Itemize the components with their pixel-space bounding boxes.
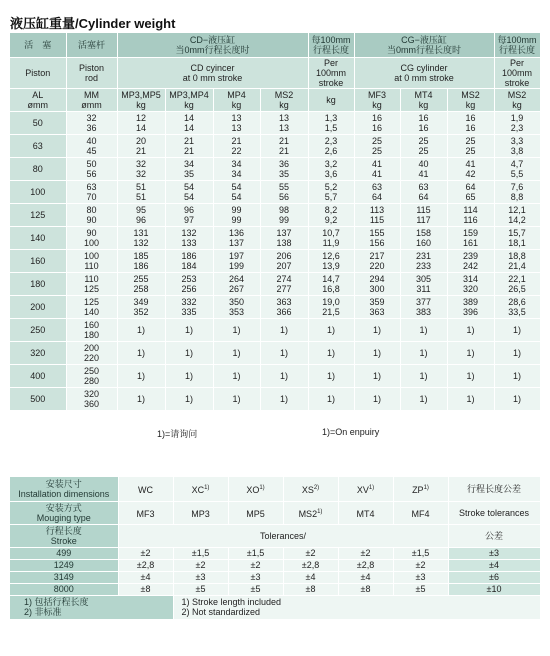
mount-type-mf3: MF3 — [118, 501, 173, 524]
weight-cell: 1) — [260, 341, 308, 364]
stroke-label: 行程长度 Stroke — [10, 524, 118, 547]
tolerance-cn-label: 公差 — [448, 524, 540, 547]
col-head-cd-mp4: MP4 kg — [213, 88, 260, 111]
weight-cell: 389 396 — [447, 295, 494, 318]
weight-cell: 34 35 — [165, 157, 213, 180]
column-heads-row — [10, 88, 540, 111]
weight-cell: 1) — [213, 387, 260, 410]
weight-cell: 22,1 26,5 — [494, 272, 540, 295]
weight-cell: 1) — [400, 341, 447, 364]
weight-cell: 25 25 — [354, 134, 400, 157]
weight-cell: 36 35 — [260, 157, 308, 180]
weight-row — [10, 134, 540, 157]
piston-diameter-cell: 50 — [10, 111, 66, 134]
install-code-xo: XO$^{1)}$ — [228, 477, 283, 501]
tolerance-cell: ±5 — [228, 583, 283, 595]
weight-cell: 15,7 18,1 — [494, 226, 540, 249]
tolerance-cell: ±3 — [173, 571, 228, 583]
weight-cell: 1) — [400, 387, 447, 410]
weight-cell: 305 311 — [400, 272, 447, 295]
weight-cell: 8,2 9,2 — [308, 203, 354, 226]
rod-diameter-cell: 125 140 — [66, 295, 117, 318]
tolerance-cell: ±2 — [173, 559, 228, 571]
weight-cell: 4,7 5,5 — [494, 157, 540, 180]
piston-diameter-cell: 200 — [10, 295, 66, 318]
tolerance-cell: ±1,5 — [228, 547, 283, 559]
weight-cell: 350 353 — [213, 295, 260, 318]
weight-cell: 377 383 — [400, 295, 447, 318]
weight-row — [10, 318, 540, 341]
weight-cell: 349 352 — [117, 295, 165, 318]
stroke-tolerance-cn: 行程长度公差 — [448, 477, 540, 501]
tolerance-cell: ±8 — [283, 583, 338, 595]
tolerance-cell: ±5 — [393, 583, 448, 595]
notes-en: 1) Stroke length included 2) Not standardized — [173, 595, 540, 619]
col-head-mm: MM ømm — [66, 88, 117, 111]
piston-diameter-cell: 500 — [10, 387, 66, 410]
rod-diameter-cell: 100 110 — [66, 249, 117, 272]
tolerance-row — [10, 571, 540, 583]
col-head-cd-per100: kg — [308, 88, 354, 111]
mount-type-mp3: MP3 — [173, 501, 228, 524]
weight-cell: 1) — [260, 318, 308, 341]
install-label: 安装尺寸 Installation dimensions — [10, 477, 118, 501]
weight-cell: 1) — [213, 364, 260, 387]
install-code-zp: ZP$^{1)}$ — [393, 477, 448, 501]
weight-cell: 34 34 — [213, 157, 260, 180]
piston-diameter-cell: 250 — [10, 318, 66, 341]
weight-row — [10, 341, 540, 364]
weight-cell: 186 184 — [165, 249, 213, 272]
piston-diameter-cell: 320 — [10, 341, 66, 364]
weight-cell: 1) — [117, 364, 165, 387]
weight-cell: 3,3 3,8 — [494, 134, 540, 157]
piston-diameter-cell: 80 — [10, 157, 66, 180]
footnote-en: 1)=On enpuiry — [322, 427, 380, 437]
col-head-cg-ms2: MS2 kg — [447, 88, 494, 111]
weight-cell: 1,3 1,5 — [308, 111, 354, 134]
weight-cell: 332 335 — [165, 295, 213, 318]
header-cd-cn: CD−液压缸 当0mm行程长度时 — [117, 33, 308, 57]
tolerance-cell: ±10 — [448, 583, 540, 595]
weight-cell: 363 366 — [260, 295, 308, 318]
weight-cell: 1) — [308, 364, 354, 387]
mount-row — [10, 501, 540, 524]
rod-diameter-cell: 63 70 — [66, 180, 117, 203]
weight-cell: 1) — [117, 387, 165, 410]
weight-cell: 1) — [447, 318, 494, 341]
weight-cell: 25 25 — [447, 134, 494, 157]
weight-cell: 294 300 — [354, 272, 400, 295]
tolerance-cell: ±2,8 — [338, 559, 393, 571]
tolerance-cell: ±3 — [228, 571, 283, 583]
tolerance-cell: ±4 — [283, 571, 338, 583]
weight-cell: 359 363 — [354, 295, 400, 318]
col-head-cg-per100: MS2 kg — [494, 88, 540, 111]
weight-cell: 63 64 — [400, 180, 447, 203]
piston-diameter-cell: 100 — [10, 180, 66, 203]
install-code-wc: WC — [118, 477, 173, 501]
weight-cell: 16 16 — [354, 111, 400, 134]
stroke-tolerance-en: Stroke tolerances — [448, 501, 540, 524]
weight-cell: 1,9 2,3 — [494, 111, 540, 134]
tolerance-cell: ±2 — [393, 559, 448, 571]
weight-cell: 12,6 13,9 — [308, 249, 354, 272]
weight-cell: 155 156 — [354, 226, 400, 249]
weight-cell: 21 21 — [165, 134, 213, 157]
weight-cell: 206 207 — [260, 249, 308, 272]
piston-diameter-cell: 180 — [10, 272, 66, 295]
tolerance-cell: ±6 — [448, 571, 540, 583]
weight-cell: 41 41 — [354, 157, 400, 180]
header-row-cn — [10, 33, 540, 57]
weight-cell: 28,6 33,5 — [494, 295, 540, 318]
tolerance-cell: ±2,8 — [118, 559, 173, 571]
weight-cell: 99 99 — [213, 203, 260, 226]
header-cg-en: CG cylinder at 0 mm stroke — [354, 57, 494, 88]
tolerance-cell: ±5 — [173, 583, 228, 595]
weight-cell: 1) — [400, 318, 447, 341]
tolerance-cell: ±1,5 — [393, 547, 448, 559]
weight-cell: 2,3 2,6 — [308, 134, 354, 157]
weight-cell: 51 51 — [117, 180, 165, 203]
stroke-value-cell: 8000 — [10, 583, 118, 595]
weight-cell: 3,2 3,6 — [308, 157, 354, 180]
tolerance-row — [10, 559, 540, 571]
install-code-xs: XS$^{2)}$ — [283, 477, 338, 501]
weight-cell: 1) — [165, 318, 213, 341]
rod-diameter-cell: 110 125 — [66, 272, 117, 295]
tolerance-cell: ±8 — [338, 583, 393, 595]
col-head-cd-mp3-mp4: MP3,MP4 kg — [165, 88, 213, 111]
mount-type-mf4: MF4 — [393, 501, 448, 524]
col-head-al: AL ømm — [10, 88, 66, 111]
stroke-value-cell: 3149 — [10, 571, 118, 583]
weight-cell: 136 137 — [213, 226, 260, 249]
tolerance-cell: ±1,5 — [173, 547, 228, 559]
install-code-xv: XV$^{1)}$ — [338, 477, 393, 501]
weight-cell: 253 256 — [165, 272, 213, 295]
rod-diameter-cell: 80 90 — [66, 203, 117, 226]
piston-diameter-cell: 400 — [10, 364, 66, 387]
rod-diameter-cell: 40 45 — [66, 134, 117, 157]
tolerance-cell: ±4 — [448, 559, 540, 571]
weight-table-body — [10, 111, 540, 410]
weight-cell: 21 21 — [260, 134, 308, 157]
weight-cell: 132 133 — [165, 226, 213, 249]
tolerance-cell: ±2 — [118, 547, 173, 559]
weight-table — [10, 33, 541, 411]
header-per100-cg-cn: 每100mm 行程长度 — [494, 33, 540, 57]
weight-cell: 14 14 — [165, 111, 213, 134]
header-per100-cg-en: Per 100mm stroke — [494, 57, 540, 88]
col-head-cd-ms2: MS2 kg — [260, 88, 308, 111]
weight-cell: 41 42 — [447, 157, 494, 180]
weight-cell: 1) — [308, 341, 354, 364]
weight-cell: 32 32 — [117, 157, 165, 180]
tolerance-cell: ±2 — [228, 559, 283, 571]
weight-cell: 1) — [213, 318, 260, 341]
weight-cell: 1) — [494, 341, 540, 364]
weight-cell: 40 41 — [400, 157, 447, 180]
weight-cell: 1) — [447, 387, 494, 410]
weight-cell: 1) — [447, 364, 494, 387]
weight-cell: 10,7 11,9 — [308, 226, 354, 249]
header-row-en — [10, 57, 540, 88]
mount-type-mt4: MT4 — [338, 501, 393, 524]
weight-cell: 1) — [308, 387, 354, 410]
header-piston-cn: 活 塞 — [10, 33, 66, 57]
weight-cell: 16 16 — [447, 111, 494, 134]
header-per100-cd-cn: 每100mm 行程长度 — [308, 33, 354, 57]
weight-cell: 96 97 — [165, 203, 213, 226]
weight-cell: 1) — [165, 341, 213, 364]
tolerance-cell: ±3 — [448, 547, 540, 559]
weight-cell: 12 14 — [117, 111, 165, 134]
weight-cell: 18,8 21,4 — [494, 249, 540, 272]
weight-cell: 274 277 — [260, 272, 308, 295]
install-row — [10, 477, 540, 501]
weight-cell: 1) — [165, 364, 213, 387]
tolerance-table-body — [10, 547, 540, 595]
weight-cell: 1) — [354, 387, 400, 410]
weight-cell: 217 220 — [354, 249, 400, 272]
weight-cell: 98 99 — [260, 203, 308, 226]
tolerance-cell: ±2 — [283, 547, 338, 559]
weight-cell: 7,6 8,8 — [494, 180, 540, 203]
weight-cell: 1) — [354, 341, 400, 364]
weight-cell: 1) — [494, 364, 540, 387]
tolerances-en-label: Tolerances/ — [118, 524, 448, 547]
weight-cell: 13 13 — [260, 111, 308, 134]
tolerance-cell: ±4 — [338, 571, 393, 583]
weight-row — [10, 180, 540, 203]
weight-cell: 14,7 16,8 — [308, 272, 354, 295]
tolerance-cell: ±3 — [393, 571, 448, 583]
weight-cell: 54 54 — [213, 180, 260, 203]
rod-diameter-cell: 50 56 — [66, 157, 117, 180]
header-rod-en: Piston rod — [66, 57, 117, 88]
tolerance-cell: ±4 — [118, 571, 173, 583]
header-cg-cn: CG−液压缸 当0mm行程长度时 — [354, 33, 494, 57]
col-head-cg-mf3: MF3 kg — [354, 88, 400, 111]
weight-cell: 113 115 — [354, 203, 400, 226]
weight-cell: 1) — [213, 341, 260, 364]
piston-diameter-cell: 160 — [10, 249, 66, 272]
weight-cell: 1) — [117, 318, 165, 341]
stroke-value-cell: 1249 — [10, 559, 118, 571]
weight-cell: 5,2 5,7 — [308, 180, 354, 203]
weight-cell: 64 65 — [447, 180, 494, 203]
weight-cell: 1) — [165, 387, 213, 410]
tolerance-table — [10, 477, 541, 620]
mount-type-ms2: MS2$^{1)}$ — [283, 501, 338, 524]
weight-cell: 19,0 21,5 — [308, 295, 354, 318]
weight-cell: 54 54 — [165, 180, 213, 203]
weight-cell: 63 64 — [354, 180, 400, 203]
weight-cell: 137 138 — [260, 226, 308, 249]
weight-cell: 158 160 — [400, 226, 447, 249]
weight-row — [10, 111, 540, 134]
weight-cell: 55 56 — [260, 180, 308, 203]
page-title: 液压缸重量/Cylinder weight — [10, 16, 176, 31]
weight-cell: 1) — [400, 364, 447, 387]
weight-cell: 20 21 — [117, 134, 165, 157]
mount-label: 安装方式 Mouging type — [10, 501, 118, 524]
header-piston-en: Piston — [10, 57, 66, 88]
weight-cell: 95 96 — [117, 203, 165, 226]
weight-cell: 131 132 — [117, 226, 165, 249]
tolerance-cell: ±2 — [338, 547, 393, 559]
weight-cell: 159 161 — [447, 226, 494, 249]
weight-row — [10, 272, 540, 295]
weight-row — [10, 226, 540, 249]
footnote-cn: 1)=请询问 — [157, 429, 198, 439]
weight-row — [10, 364, 540, 387]
weight-cell: 185 186 — [117, 249, 165, 272]
rod-diameter-cell: 90 100 — [66, 226, 117, 249]
tolerance-row — [10, 547, 540, 559]
col-head-cd-mp3-mp5: MP3,MP5 kg — [117, 88, 165, 111]
weight-cell: 1) — [354, 318, 400, 341]
piston-diameter-cell: 63 — [10, 134, 66, 157]
header-per100-cd-en: Per 100mm stroke — [308, 57, 354, 88]
notes-row — [10, 595, 540, 619]
weight-cell: 16 16 — [400, 111, 447, 134]
weight-cell: 114 116 — [447, 203, 494, 226]
stroke-header-row — [10, 524, 540, 547]
header-rod-cn: 活塞杆 — [66, 33, 117, 57]
weight-cell: 21 22 — [213, 134, 260, 157]
weight-cell: 314 320 — [447, 272, 494, 295]
weight-cell: 1) — [308, 318, 354, 341]
col-head-cg-mt4: MT4 kg — [400, 88, 447, 111]
weight-cell: 1) — [494, 387, 540, 410]
rod-diameter-cell: 32 36 — [66, 111, 117, 134]
install-code-xc: XC$^{1)}$ — [173, 477, 228, 501]
stroke-value-cell: 499 — [10, 547, 118, 559]
weight-cell: 1) — [260, 387, 308, 410]
tolerance-row — [10, 583, 540, 595]
piston-diameter-cell: 125 — [10, 203, 66, 226]
weight-cell: 239 242 — [447, 249, 494, 272]
weight-cell: 1) — [117, 341, 165, 364]
weight-row — [10, 157, 540, 180]
weight-cell: 1) — [447, 341, 494, 364]
weight-cell: 255 258 — [117, 272, 165, 295]
weight-cell: 1) — [494, 318, 540, 341]
piston-diameter-cell: 140 — [10, 226, 66, 249]
weight-row — [10, 249, 540, 272]
notes-cn: 1) 包括行程长度 2) 非标准 — [10, 595, 173, 619]
weight-cell: 25 25 — [400, 134, 447, 157]
rod-diameter-cell: 160 180 — [66, 318, 117, 341]
weight-cell: 115 117 — [400, 203, 447, 226]
mount-type-mp5: MP5 — [228, 501, 283, 524]
tolerance-cell: ±2,8 — [283, 559, 338, 571]
weight-cell: 264 267 — [213, 272, 260, 295]
weight-cell: 1) — [260, 364, 308, 387]
weight-cell: 1) — [354, 364, 400, 387]
rod-diameter-cell: 320 360 — [66, 387, 117, 410]
weight-row — [10, 203, 540, 226]
weight-row — [10, 387, 540, 410]
tolerance-cell: ±8 — [118, 583, 173, 595]
header-cd-en: CD cyincer at 0 mm stroke — [117, 57, 308, 88]
weight-cell: 197 199 — [213, 249, 260, 272]
weight-cell: 231 233 — [400, 249, 447, 272]
weight-cell: 13 13 — [213, 111, 260, 134]
rod-diameter-cell: 250 280 — [66, 364, 117, 387]
weight-row — [10, 295, 540, 318]
weight-cell: 12,1 14,2 — [494, 203, 540, 226]
rod-diameter-cell: 200 220 — [66, 341, 117, 364]
